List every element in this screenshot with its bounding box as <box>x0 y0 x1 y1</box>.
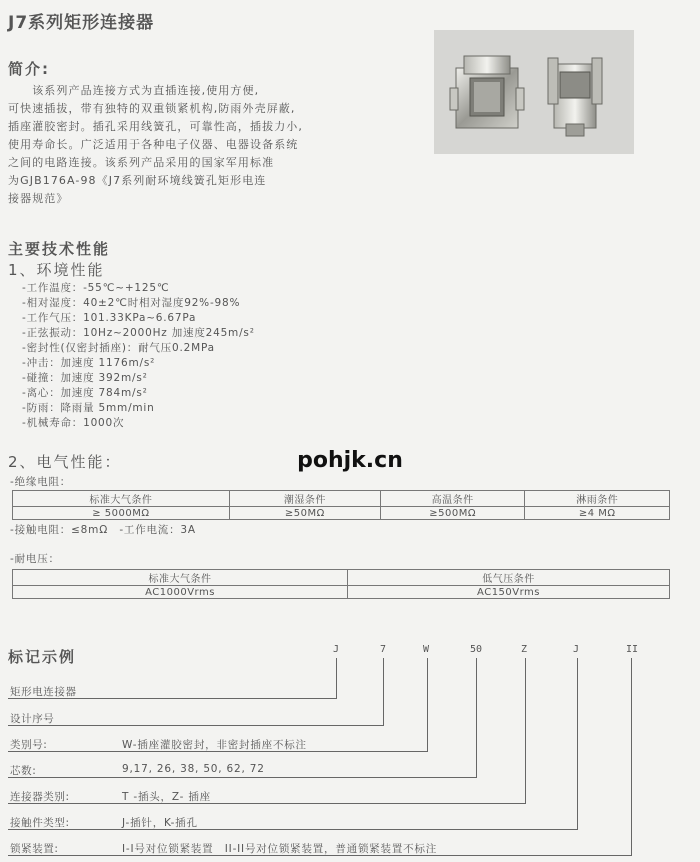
table-header: 淋雨条件 <box>525 491 670 507</box>
example-row-value: I-I号对位锁紧装置 II-II号对位锁紧装置，普通锁紧装置不标注 <box>122 843 438 855</box>
code-letter: W <box>423 644 430 655</box>
example-row-label: 类别号: <box>10 739 48 751</box>
table-header: 潮湿条件 <box>229 491 380 507</box>
voltage-label: -耐电压： <box>10 553 60 565</box>
code-letter: II <box>626 644 639 655</box>
socket-connector <box>450 56 524 128</box>
env-spec-item: -工作温度：-55℃~+125℃ <box>22 282 170 294</box>
insulation-table <box>12 490 670 520</box>
product-photo <box>434 30 634 154</box>
bracket-line <box>631 658 632 855</box>
intro-line: 可快速插拔，带有独特的双重锁紧机构,防雨外壳屏蔽, <box>8 102 296 115</box>
intro-line: 该系列产品连接方式为直插连接,使用方便, <box>8 84 260 97</box>
table-header: 标准大气条件 <box>13 570 348 586</box>
contact-resistance-line: -接触电阻：≤8mΩ -工作电流：3A <box>10 524 196 536</box>
table-row <box>13 570 670 586</box>
bracket-line <box>336 658 337 698</box>
connector-illustration <box>434 30 634 154</box>
page-title: J7系列矩形连接器 <box>8 13 155 33</box>
intro-line: 为GJB176A-98《J7系列耐环境线簧孔矩形电连 <box>8 174 267 187</box>
code-letter: J <box>333 644 340 655</box>
example-row-label: 矩形电连接器 <box>10 686 77 698</box>
example-row-label: 接触件类型: <box>10 817 70 829</box>
bracket-line <box>577 658 578 829</box>
table-cell: ≥500MΩ <box>380 507 525 520</box>
intro-line: 接器规范》 <box>8 192 69 205</box>
code-letter: 50 <box>470 644 483 655</box>
env-spec-item: -离心：加速度 784m/s² <box>22 387 148 399</box>
bracket-line <box>427 658 428 751</box>
table-cell: AC1000Vrms <box>13 586 348 599</box>
example-heading: 标记示例 <box>8 648 77 666</box>
example-row-value: 9,17, 26, 38, 50, 62, 72 <box>122 763 265 775</box>
elec-heading: 2、电气性能： <box>8 453 122 471</box>
env-spec-item: -防雨：降雨量 5mm/min <box>22 402 155 414</box>
env-spec-item: -碰撞：加速度 392m/s² <box>22 372 148 384</box>
env-spec-item: -工作气压：101.33KPa~6.67Pa <box>22 312 197 324</box>
row-underline <box>8 725 384 726</box>
insulation-label: -绝缘电阻： <box>10 476 72 488</box>
table-cell: ≥50MΩ <box>229 507 380 520</box>
env-spec-item: -正弦振动：10Hz~2000Hz 加速度245m/s² <box>22 327 255 339</box>
example-row-label: 锁紧装置: <box>10 843 59 855</box>
env-spec-item: -冲击：加速度 1176m/s² <box>22 357 156 369</box>
voltage-table <box>12 569 670 599</box>
row-underline <box>8 829 578 830</box>
intro-heading: 简介: <box>8 60 50 78</box>
table-cell: ≥ 5000MΩ <box>13 507 230 520</box>
plug-connector <box>548 58 602 136</box>
table-cell: ≥4 MΩ <box>525 507 670 520</box>
code-letter: J <box>573 644 580 655</box>
env-spec-item: -机械寿命：1000次 <box>22 417 125 429</box>
env-spec-item: -密封性(仅密封插座)：耐气压0.2MPa <box>22 342 215 354</box>
env-heading: 1、环境性能 <box>8 261 105 279</box>
example-row-label: 连接器类别: <box>10 791 70 803</box>
env-spec-list <box>22 281 255 431</box>
code-letter: 7 <box>380 644 387 655</box>
table-header: 低气压条件 <box>348 570 670 586</box>
bracket-line <box>525 658 526 803</box>
intro-line: 之间的电路连接。该系列产品采用的国家军用标准 <box>8 156 275 169</box>
bracket-line <box>476 658 477 777</box>
table-row <box>13 491 670 507</box>
code-letter: Z <box>521 644 528 655</box>
watermark: pohjk.cn <box>297 448 403 473</box>
intro-line: 使用寿命长。广泛适用于各种电子仪器、电器设备系统 <box>8 138 299 151</box>
env-spec-item: -相对湿度：40±2℃时相对湿度92%-98% <box>22 297 241 309</box>
example-row-value: W-插座灌胶密封，非密封插座不标注 <box>122 739 307 751</box>
intro-text <box>8 82 353 208</box>
table-header: 高温条件 <box>380 491 525 507</box>
table-header: 标准大气条件 <box>13 491 230 507</box>
example-row-value: J-插针，K-插孔 <box>122 817 198 829</box>
intro-line: 插座灌胶密封。插孔采用线簧孔，可靠性高，插拔力小, <box>8 120 303 133</box>
table-row <box>13 507 670 520</box>
example-row-value: T -插头，Z- 插座 <box>122 791 211 803</box>
example-row-label: 设计序号 <box>10 713 55 725</box>
tech-heading: 主要技术性能 <box>8 240 111 258</box>
row-underline <box>8 777 477 778</box>
row-underline <box>8 803 526 804</box>
table-row <box>13 586 670 599</box>
table-cell: AC150Vrms <box>348 586 670 599</box>
example-row-label: 芯数: <box>10 765 37 777</box>
bracket-line <box>383 658 384 725</box>
